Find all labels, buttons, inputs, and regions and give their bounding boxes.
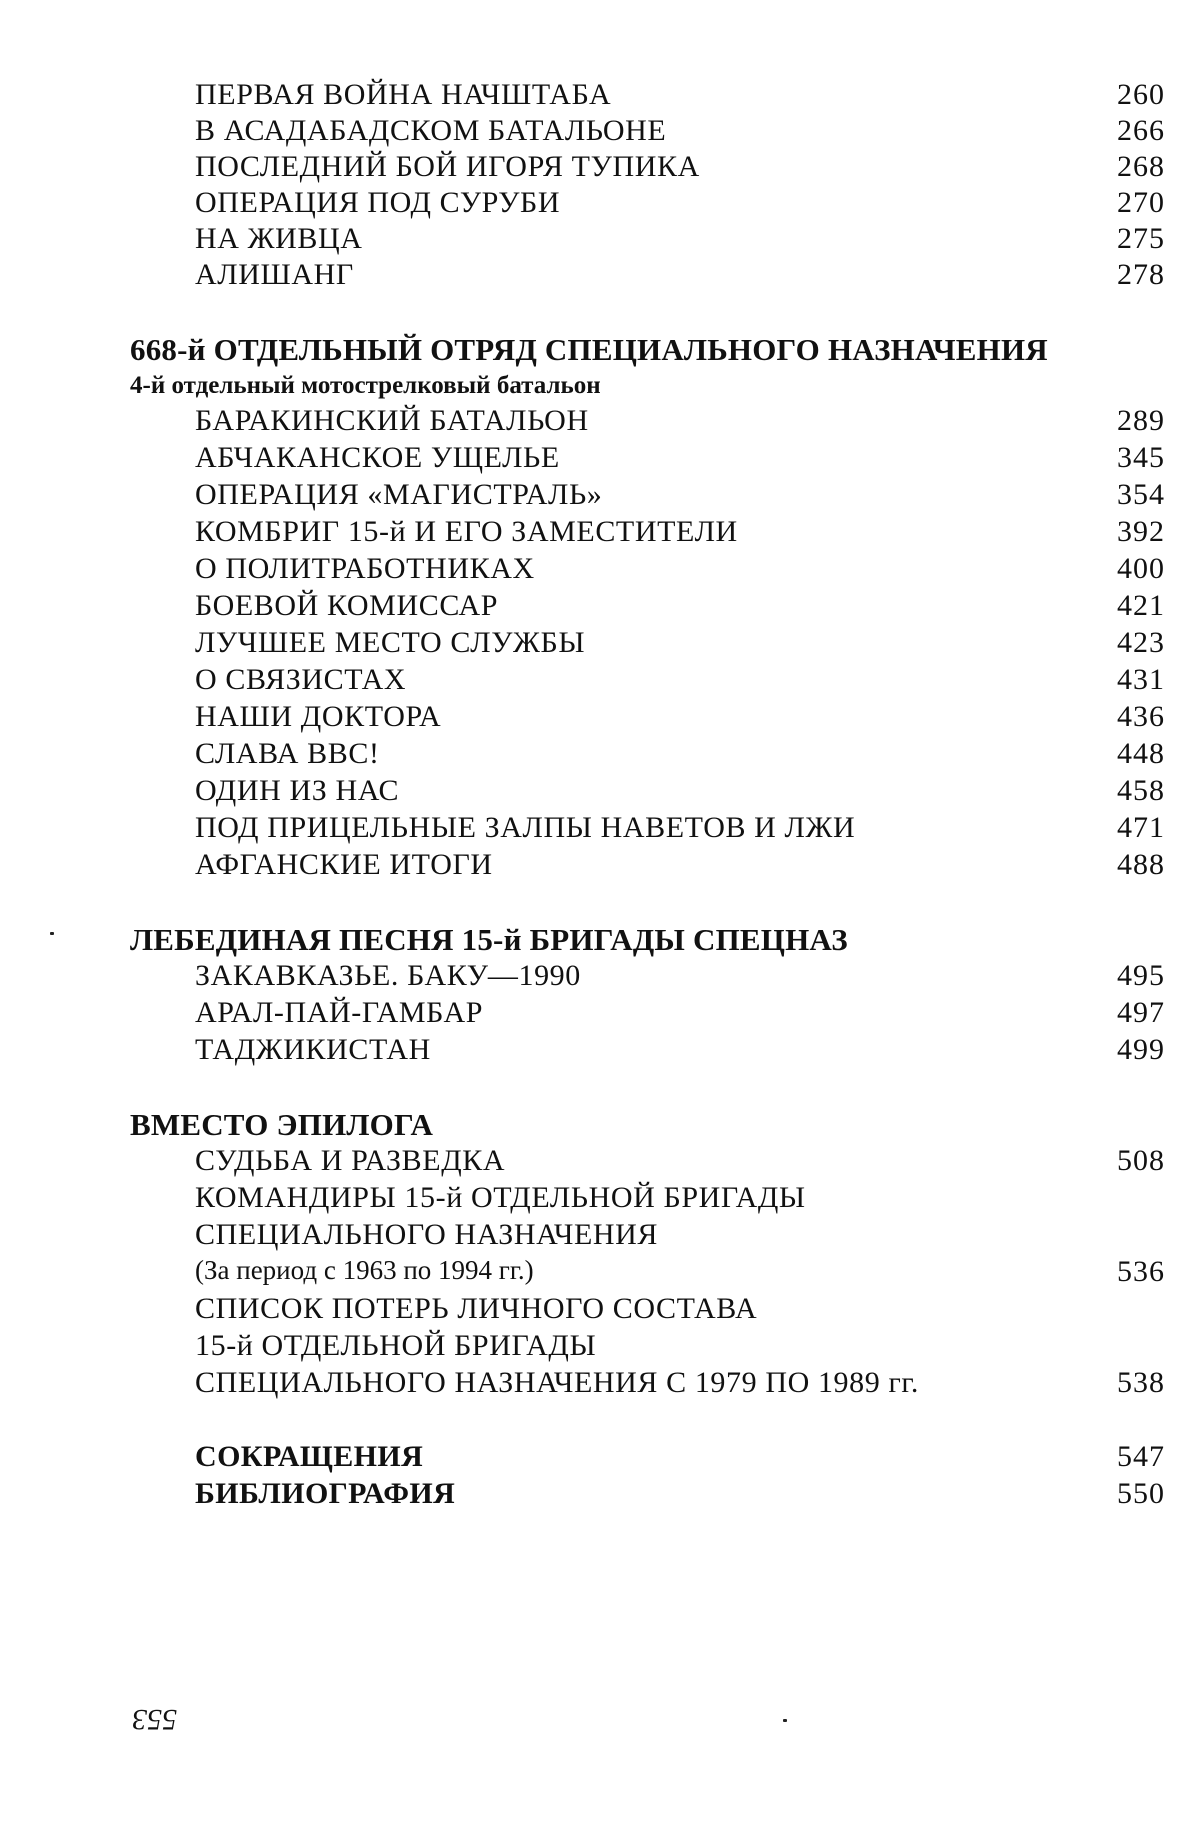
entry-page: 550 <box>1117 1477 1165 1510</box>
entry-title: БИБЛИОГРАФИЯ <box>195 1477 456 1510</box>
entry-page: 448 <box>1117 737 1165 770</box>
entry-page: 268 <box>1117 150 1165 183</box>
entry-title-line: СПЕЦИАЛЬНОГО НАЗНАЧЕНИЯ <box>195 1218 659 1251</box>
section-title: ЛЕБЕДИНАЯ ПЕСНЯ 15-й БРИГАДЫ СПЕЦНАЗ <box>130 922 848 957</box>
entry-page: 423 <box>1117 626 1165 659</box>
toc-entry <box>0 186 1200 224</box>
toc-entry <box>0 114 1200 152</box>
entry-page: 488 <box>1117 848 1165 881</box>
toc-entry <box>0 663 1200 701</box>
section-title: ВМЕСТО ЭПИЛОГА <box>130 1107 434 1142</box>
entry-title: ОПЕРАЦИЯ ПОД СУРУБИ <box>195 186 561 219</box>
toc-entry <box>0 700 1200 738</box>
toc-entry <box>0 811 1200 849</box>
section-heading <box>0 922 1200 960</box>
section-heading <box>0 332 1200 370</box>
page-number: 553 <box>132 1703 177 1736</box>
entry-title: ЗАКАВКАЗЬЕ. БАКУ—1990 <box>195 959 581 992</box>
entry-title: БОЕВОЙ КОМИССАР <box>195 589 498 622</box>
entry-title: ОПЕРАЦИЯ «МАГИСТРАЛЬ» <box>195 478 603 511</box>
entry-page: 497 <box>1117 996 1165 1029</box>
toc-entry-line <box>0 1329 1200 1367</box>
scan-speck <box>50 932 54 935</box>
entry-title: ПЕРВАЯ ВОЙНА НАЧШТАБА <box>195 78 612 111</box>
toc-entry <box>0 552 1200 590</box>
entry-title: СОКРАЩЕНИЯ <box>195 1440 424 1473</box>
subsection-title: 4-й отдельный мотострелковый батальон <box>130 372 601 399</box>
toc-entry <box>0 1366 1200 1404</box>
entry-title: ПОСЛЕДНИЙ БОЙ ИГОРЯ ТУПИКА <box>195 150 700 183</box>
entry-title: ОДИН ИЗ НАС <box>195 774 400 807</box>
toc-entry <box>0 959 1200 997</box>
entry-title: ПОД ПРИЦЕЛЬНЫЕ ЗАЛПЫ НАВЕТОВ И ЛЖИ <box>195 811 856 844</box>
toc-entry <box>0 996 1200 1034</box>
toc-entry <box>0 1144 1200 1182</box>
entry-title: НА ЖИВЦА <box>195 222 363 255</box>
entry-title: О СВЯЗИСТАХ <box>195 663 407 696</box>
entry-title: СЛАВА ВВС! <box>195 737 380 770</box>
toc-entry-line <box>0 1218 1200 1256</box>
toc-entry <box>0 515 1200 553</box>
scan-speck <box>783 1719 787 1722</box>
entry-page: 289 <box>1117 404 1165 437</box>
entry-title: АРАЛ-ПАЙ-ГАМБАР <box>195 996 484 1029</box>
entry-page: 270 <box>1117 186 1165 219</box>
entry-page: 499 <box>1117 1033 1165 1066</box>
toc-entry <box>0 478 1200 516</box>
entry-page: 278 <box>1117 258 1165 291</box>
toc-entry <box>0 848 1200 886</box>
entry-page: 266 <box>1117 114 1165 147</box>
entry-page: 260 <box>1117 78 1165 111</box>
entry-title-line: КОМАНДИРЫ 15-й ОТДЕЛЬНОЙ БРИГАДЫ <box>195 1181 806 1214</box>
toc-entry-line <box>0 1292 1200 1330</box>
entry-page: 471 <box>1117 811 1165 844</box>
toc-entry <box>0 737 1200 775</box>
entry-page: 275 <box>1117 222 1165 255</box>
entry-title: КОМБРИГ 15-й И ЕГО ЗАМЕСТИТЕЛИ <box>195 515 738 548</box>
entry-title: АФГАНСКИЕ ИТОГИ <box>195 848 493 881</box>
entry-page: 421 <box>1117 589 1165 622</box>
toc-entry <box>0 1255 1200 1293</box>
entry-title: АЛИШАНГ <box>195 258 354 291</box>
entry-title: БАРАКИНСКИЙ БАТАЛЬОН <box>195 404 589 437</box>
toc-entry <box>0 626 1200 664</box>
entry-page: 458 <box>1117 774 1165 807</box>
toc-entry <box>0 589 1200 627</box>
entry-page: 400 <box>1117 552 1165 585</box>
toc-entry <box>0 222 1200 260</box>
toc-entry <box>0 404 1200 442</box>
toc-entry <box>0 1477 1200 1515</box>
entry-page: 538 <box>1117 1366 1165 1399</box>
section-heading <box>0 1107 1200 1145</box>
entry-page: 392 <box>1117 515 1165 548</box>
entry-title: НАШИ ДОКТОРА <box>195 700 442 733</box>
entry-page: 536 <box>1117 1255 1165 1288</box>
entry-page: 547 <box>1117 1440 1165 1473</box>
entry-page: 345 <box>1117 441 1165 474</box>
entry-title-line: (За период с 1963 по 1994 гг.) <box>195 1255 534 1285</box>
entry-title: О ПОЛИТРАБОТНИКАХ <box>195 552 535 585</box>
toc-entry <box>0 1440 1200 1478</box>
entry-page: 508 <box>1117 1144 1165 1177</box>
toc-entry <box>0 1033 1200 1071</box>
toc-entry <box>0 441 1200 479</box>
entry-title: ТАДЖИКИСТАН <box>195 1033 431 1066</box>
entry-title: АБЧАКАНСКОЕ УЩЕЛЬЕ <box>195 441 560 474</box>
toc-entry <box>0 78 1200 116</box>
entry-page: 495 <box>1117 959 1165 992</box>
entry-title-line: 15-й ОТДЕЛЬНОЙ БРИГАДЫ <box>195 1329 597 1362</box>
entry-title-line: СПЕЦИАЛЬНОГО НАЗНАЧЕНИЯ С 1979 ПО 1989 гг. <box>195 1366 919 1399</box>
entry-page: 431 <box>1117 663 1165 696</box>
toc-entry-line <box>0 1181 1200 1219</box>
entry-title-line: СПИСОК ПОТЕРЬ ЛИЧНОГО СОСТАВА <box>195 1292 758 1325</box>
toc-entry <box>0 774 1200 812</box>
entry-title: СУДЬБА И РАЗВЕДКА <box>195 1144 506 1177</box>
entry-title: ЛУЧШЕЕ МЕСТО СЛУЖБЫ <box>195 626 586 659</box>
entry-title: В АСАДАБАДСКОМ БАТАЛЬОНЕ <box>195 114 667 147</box>
entry-page: 354 <box>1117 478 1165 511</box>
entry-page: 436 <box>1117 700 1165 733</box>
section-title: 668-й ОТДЕЛЬНЫЙ ОТРЯД СПЕЦИАЛЬНОГО НАЗНАЧЕНИЯ <box>130 332 1048 367</box>
toc-entry <box>0 150 1200 188</box>
toc-entry <box>0 258 1200 296</box>
